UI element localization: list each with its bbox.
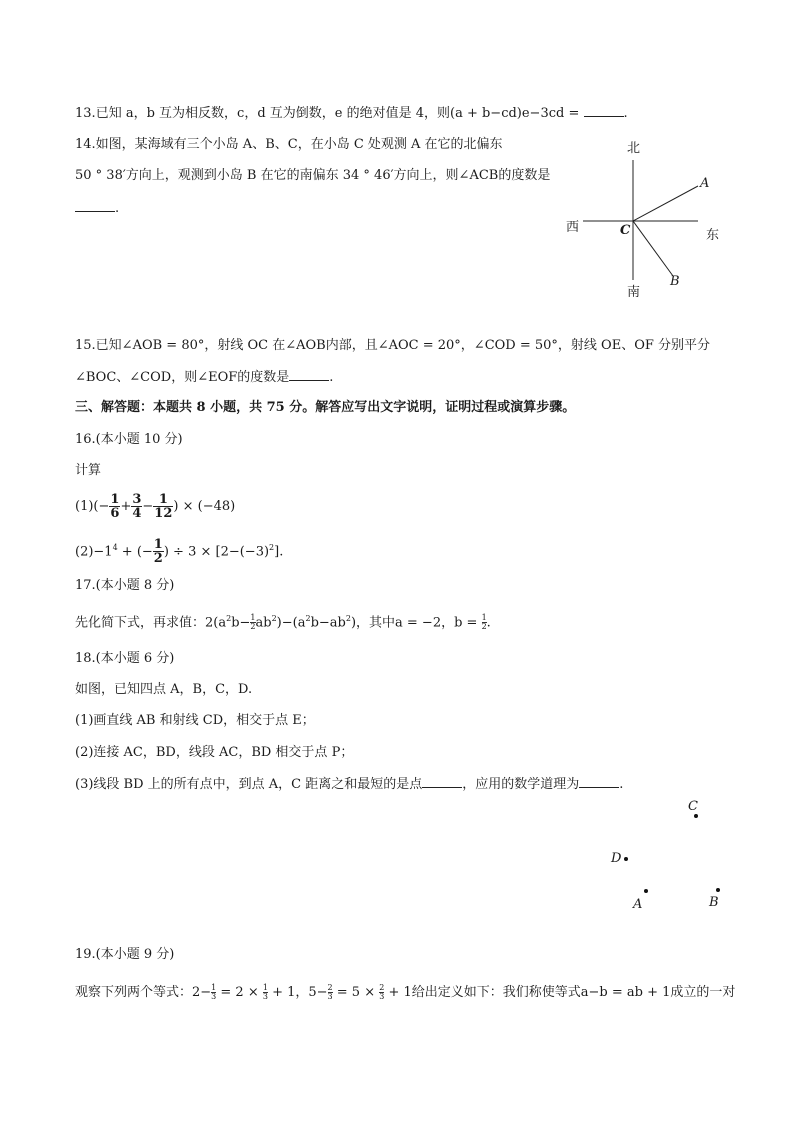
point-a-label: A: [700, 176, 710, 191]
fraction: $\frac{2}{3}$: [379, 983, 385, 1001]
question-14-line-1: 14.如图，某海域有三个小岛 A、B、C，在小岛 C 处观测 A 在它的北偏东: [75, 137, 503, 152]
question-19-text: 观察下列两个等式：2− $\frac{1}{3}$ = 2 × $\frac{1}{3}$ + 1，5− $\frac{2}{3}$ = 5 × $\frac{2}{3}$ + 1给出定义如下：我们称使等式a−b = ab + 1成立的一对: [75, 983, 736, 1001]
answer-blank[interactable]: [422, 775, 462, 788]
compass-figure: [560, 135, 740, 300]
point-d-label: D: [611, 851, 622, 866]
question-16-part-1: (1)(− $\frac{1}{6}$ + $\frac{3}{4}$ − $\frac{1}{12}$ ) × (−48): [75, 492, 236, 521]
question-14-line-3: .: [75, 199, 119, 218]
question-17-text: 先化简下式，再求值：$2(a^2b-$ $\frac{1}{2}$ $ab^2)-(a^2b-ab^2)$，其中a = −2，b = $\frac{1}{2}$ .: [75, 613, 491, 632]
ray-ca: [633, 186, 698, 221]
answer-blank[interactable]: [579, 775, 619, 788]
question-16-header: 16.(本小题 10 分): [75, 432, 183, 447]
south-label: 南: [627, 285, 641, 300]
fraction: $\frac{1}{6}$: [110, 492, 120, 521]
fraction: $\frac{1}{3}$: [262, 983, 268, 1001]
answer-blank[interactable]: [289, 368, 329, 381]
point-c-label: C: [620, 223, 631, 238]
fraction: $\frac{1}{2}$: [250, 613, 256, 632]
west-label: 西: [566, 220, 580, 235]
point-b-label: B: [670, 274, 680, 289]
question-14-line-2: 50 ° 38′方向上，观测到小岛 B 在它的南偏东 34 ° 46′方向上，则∠ACB的度数是: [75, 168, 551, 183]
question-15-line-1: 15.已知∠AOB = 80°，射线 OC 在∠AOB内部，且∠AOC = 20°，∠COD = 50°，射线 OE、OF 分别平分: [75, 338, 711, 353]
ray-cb: [633, 221, 673, 276]
question-18-line-3: (2)连接 AC，BD，线段 AC，BD 相交于点 P；: [75, 745, 354, 760]
point-b-label: B: [709, 895, 719, 910]
fraction: $\frac{1}{2}$: [153, 537, 163, 567]
question-18-line-1: 如图，已知四点 A，B，C，D.: [75, 682, 253, 697]
question-16-label: 计算: [75, 463, 102, 478]
section-3-title: 三、解答题：本题共 8 小题，共 75 分。解答应写出文字说明，证明过程或演算步骤。: [75, 400, 576, 415]
point-c-dot: [694, 814, 698, 818]
question-17-header: 17.(本小题 8 分): [75, 578, 175, 593]
east-label: 东: [706, 228, 720, 243]
fraction: $\frac{1}{2}$: [481, 613, 487, 632]
question-18-line-4: (3)线段 BD 上的所有点中，到点 A，C 距离之和最短的是点 ，应用的数学道理为 .: [75, 777, 624, 792]
fraction: $\frac{3}{4}$: [132, 492, 142, 521]
point-c-label: C: [688, 799, 698, 814]
fraction: $\frac{1}{12}$: [154, 492, 173, 521]
question-18-header: 18.(本小题 6 分): [75, 651, 175, 666]
question-15-line-2: ∠BOC、∠COD，则∠EOF的度数是 .: [75, 370, 334, 385]
point-b-dot: [716, 888, 720, 892]
north-label: 北: [627, 141, 641, 156]
answer-blank[interactable]: [75, 199, 115, 212]
question-16-part-2: $(2)-1^4$ + (− $\frac{1}{2}$ ) ÷ $3 \times [2-(-3)^2]$.: [75, 537, 284, 567]
point-d-dot: [624, 857, 628, 861]
question-18-line-2: (1)画直线 AB 和射线 CD，相交于点 E；: [75, 713, 315, 728]
point-a-label: A: [633, 897, 643, 912]
answer-blank[interactable]: [584, 104, 624, 117]
fraction: $\frac{1}{3}$: [211, 983, 217, 1001]
fraction: $\frac{2}{3}$: [327, 983, 333, 1001]
question-13: 13.已知 a，b 互为相反数，c，d 互为倒数，e 的绝对值是 4，则(a + b−cd)e−3cd = .: [75, 106, 628, 121]
point-a-dot: [644, 889, 648, 893]
question-19-header: 19.(本小题 9 分): [75, 947, 175, 962]
